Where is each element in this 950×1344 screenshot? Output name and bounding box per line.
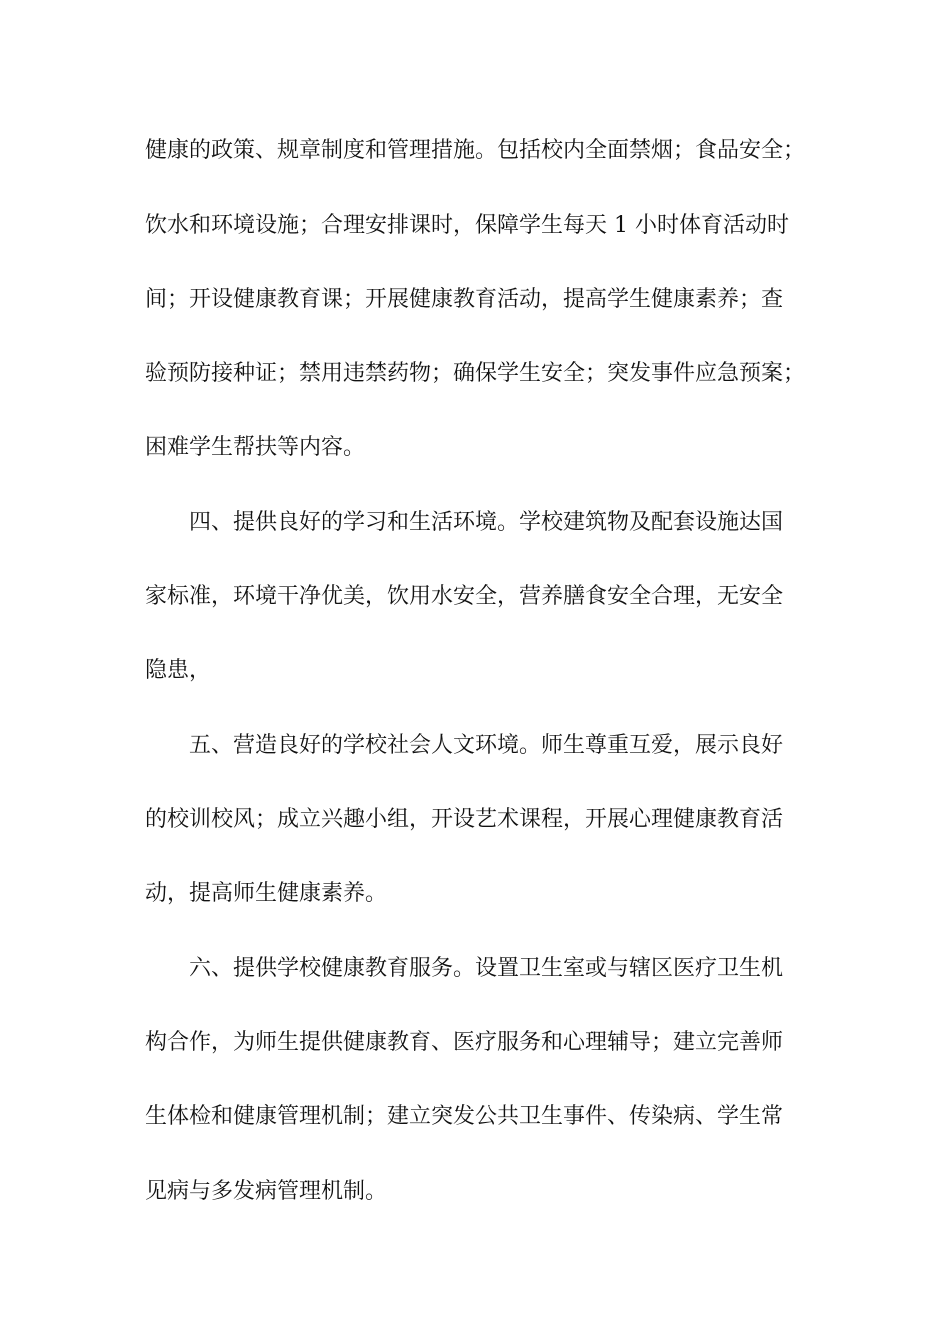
paragraph-2-line-3: 隐患， (145, 658, 212, 683)
paragraph-1-line-1: 健康的政策、规章制度和管理措施。包括校内全面禁烟；食品安全； (145, 138, 806, 163)
paragraph-1-line-3: 间；开设健康教育课；开展健康教育活动，提高学生健康素养；查 (145, 287, 784, 312)
paragraph-4-line-1: 六、提供学校健康教育服务。设置卫生室或与辖区医疗卫生机 (189, 956, 784, 981)
paragraph-3-line-2: 的校训校风；成立兴趣小组，开设艺术课程，开展心理健康教育活 (145, 807, 784, 832)
paragraph-4-line-3: 生体检和健康管理机制；建立突发公共卫生事件、传染病、学生常 (145, 1104, 784, 1129)
paragraph-3-line-3: 动，提高师生健康素养。 (145, 881, 388, 906)
paragraph-1-line-2: 饮水和环境设施；合理安排课时，保障学生每天 1 小时体育活动时 (145, 213, 789, 238)
paragraph-1-line-5: 困难学生帮扶等内容。 (145, 435, 366, 460)
paragraph-2-line-2: 家标准，环境干净优美，饮用水安全，营养膳食安全合理，无安全 (145, 584, 784, 609)
paragraph-1-line-4: 验预防接种证；禁用违禁药物；确保学生安全；突发事件应急预案； (145, 361, 806, 386)
paragraph-4-line-2: 构合作，为师生提供健康教育、医疗服务和心理辅导；建立完善师 (145, 1030, 784, 1055)
paragraph-2-line-1: 四、提供良好的学习和生活环境。学校建筑物及配套设施达国 (189, 510, 784, 535)
paragraph-3-line-1: 五、营造良好的学校社会人文环境。师生尊重互爱，展示良好 (189, 733, 784, 758)
paragraph-4-line-4: 见病与多发病管理机制。 (145, 1179, 388, 1204)
